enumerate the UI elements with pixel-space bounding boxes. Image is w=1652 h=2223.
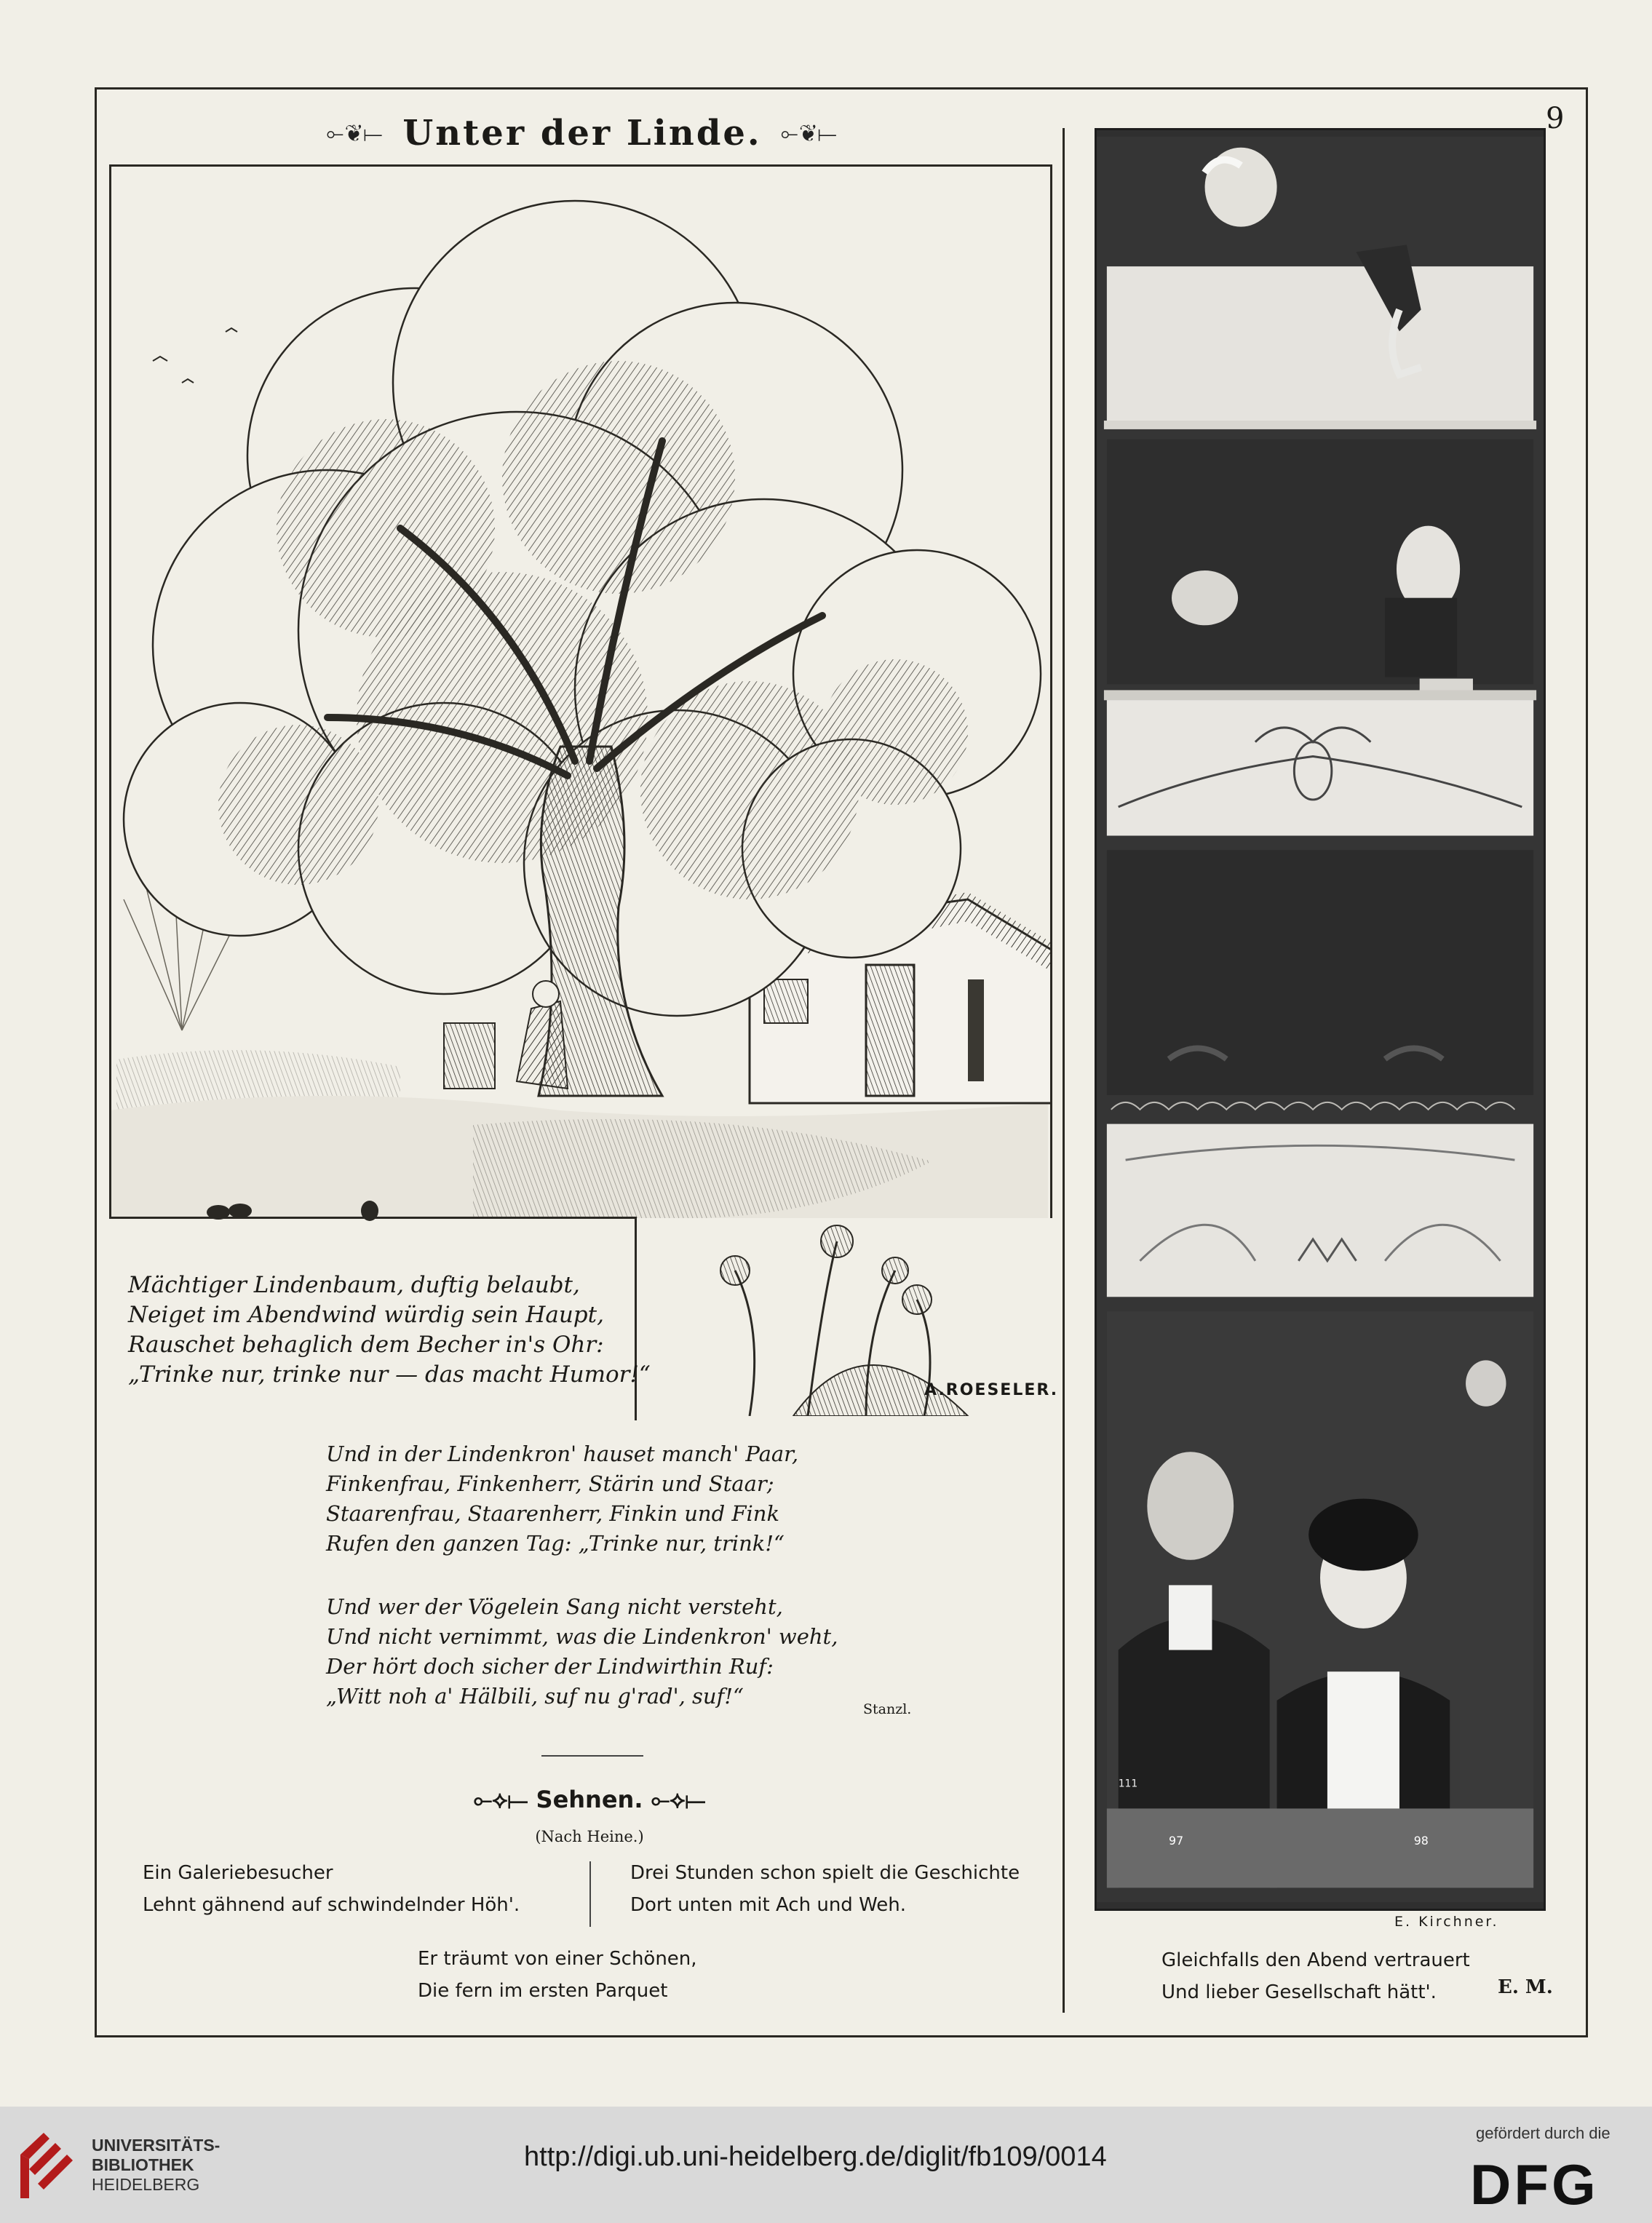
library-name-line: UNIVERSITÄTS- — [92, 2136, 221, 2155]
sehnen-line: Und lieber Gesellschaft hätt'. — [1161, 1981, 1437, 2003]
page-number: 9 — [1546, 102, 1565, 135]
poem-line: Finkenfrau, Finkenherr, Stärin und Staar; — [326, 1471, 774, 1496]
illustration-frame — [109, 164, 1052, 1218]
university-library-logo-icon[interactable] — [15, 2125, 86, 2204]
sehnen-column-rule — [589, 1861, 591, 1927]
sehnen-subtitle: (Nach Heine.) — [535, 1828, 644, 1845]
heading-ornament-left: ⟜⟡⟝ — [473, 1786, 528, 1813]
poem-line: Neiget im Abendwind würdig sein Haupt, — [128, 1302, 604, 1328]
sehnen-title: Sehnen. — [536, 1786, 643, 1813]
library-name-line: BIBLIOTHEK — [92, 2155, 194, 2174]
poem-line: „Witt noh a' Hälbili, suf nu g'rad', suf!“ — [326, 1684, 744, 1709]
section-divider — [541, 1755, 643, 1757]
column-divider — [1063, 128, 1065, 2013]
theatre-illustration — [1095, 128, 1546, 1911]
sehnen-line: Dort unten mit Ach und Weh. — [630, 1894, 906, 1916]
poem-stanza-3 — [326, 1592, 838, 1711]
sehnen-right-column — [630, 1857, 1020, 1921]
poem-author: Stanzl. — [863, 1701, 912, 1717]
sehnen-caption — [1161, 1944, 1470, 2008]
sehnen-center-block — [418, 1943, 697, 2007]
poem-line: Der hört doch sicher der Lindwirthin Ruf: — [326, 1654, 774, 1679]
illustration-frame-bottom — [109, 1217, 635, 1219]
cartoonist-signature: E. Kirchner. — [1394, 1914, 1499, 1930]
poem-line: Mächtiger Lindenbaum, duftig belaubt, — [128, 1272, 580, 1298]
sehnen-left-column — [143, 1857, 520, 1921]
library-name — [92, 2136, 220, 2195]
poem-stanza-1 — [128, 1270, 651, 1390]
sehnen-author-initials: E. M. — [1498, 1976, 1553, 1998]
permalink-url[interactable]: http://digi.ub.uni-heidelberg.de/diglit/fb109/0014 — [524, 2142, 1107, 2172]
sehnen-heading — [437, 1786, 742, 1814]
heading-ornament-right: ⟜⟡⟝ — [651, 1786, 706, 1813]
sehnen-line: Die fern im ersten Parquet — [418, 1980, 668, 2002]
title-ornament-right: ⟜❦⟝ — [780, 120, 838, 146]
title-ornament-left: ⟜❦⟝ — [326, 120, 384, 146]
poem-line: Staarenfrau, Staarenherr, Finkin und Fink — [326, 1501, 780, 1526]
svg-text:111: 111 — [1118, 1778, 1138, 1790]
poem-line: Und wer der Vögelein Sang nicht versteht, — [326, 1594, 783, 1619]
poem-line: Rufen den ganzen Tag: „Trinke nur, trink!“ — [326, 1531, 785, 1556]
page-title: Unter der Linde. — [402, 113, 762, 154]
sehnen-line: Lehnt gähnend auf schwindelnder Höh'. — [143, 1894, 520, 1916]
sehnen-line: Er träumt von einer Schönen, — [418, 1948, 697, 1970]
svg-text:97: 97 — [1169, 1833, 1184, 1848]
svg-text:98: 98 — [1413, 1833, 1429, 1848]
sponsor-label: gefördert durch die — [1476, 2124, 1611, 2142]
library-name-line: HEIDELBERG — [92, 2175, 200, 2194]
poem-line: Und nicht vernimmt, was die Lindenkron' weht, — [326, 1624, 838, 1649]
artist-signature: A.ROESELER. — [924, 1381, 1059, 1399]
title-row — [320, 108, 844, 159]
sehnen-line: Ein Galeriebesucher — [143, 1862, 333, 1884]
dfg-logo[interactable]: DFG — [1470, 2152, 1599, 2216]
sehnen-line: Gleichfalls den Abend vertrauert — [1161, 1949, 1470, 1971]
footer-bar — [0, 2107, 1652, 2223]
sehnen-line: Drei Stunden schon spielt die Geschichte — [630, 1862, 1020, 1884]
poem-line: Rauschet behaglich dem Becher in's Ohr: — [128, 1332, 604, 1358]
poem-line: „Trinke nur, trinke nur — das macht Humor!“ — [128, 1361, 651, 1388]
poem-stanza-2 — [326, 1439, 798, 1559]
poem-line: Und in der Lindenkron' hauset manch' Paar, — [326, 1441, 799, 1466]
